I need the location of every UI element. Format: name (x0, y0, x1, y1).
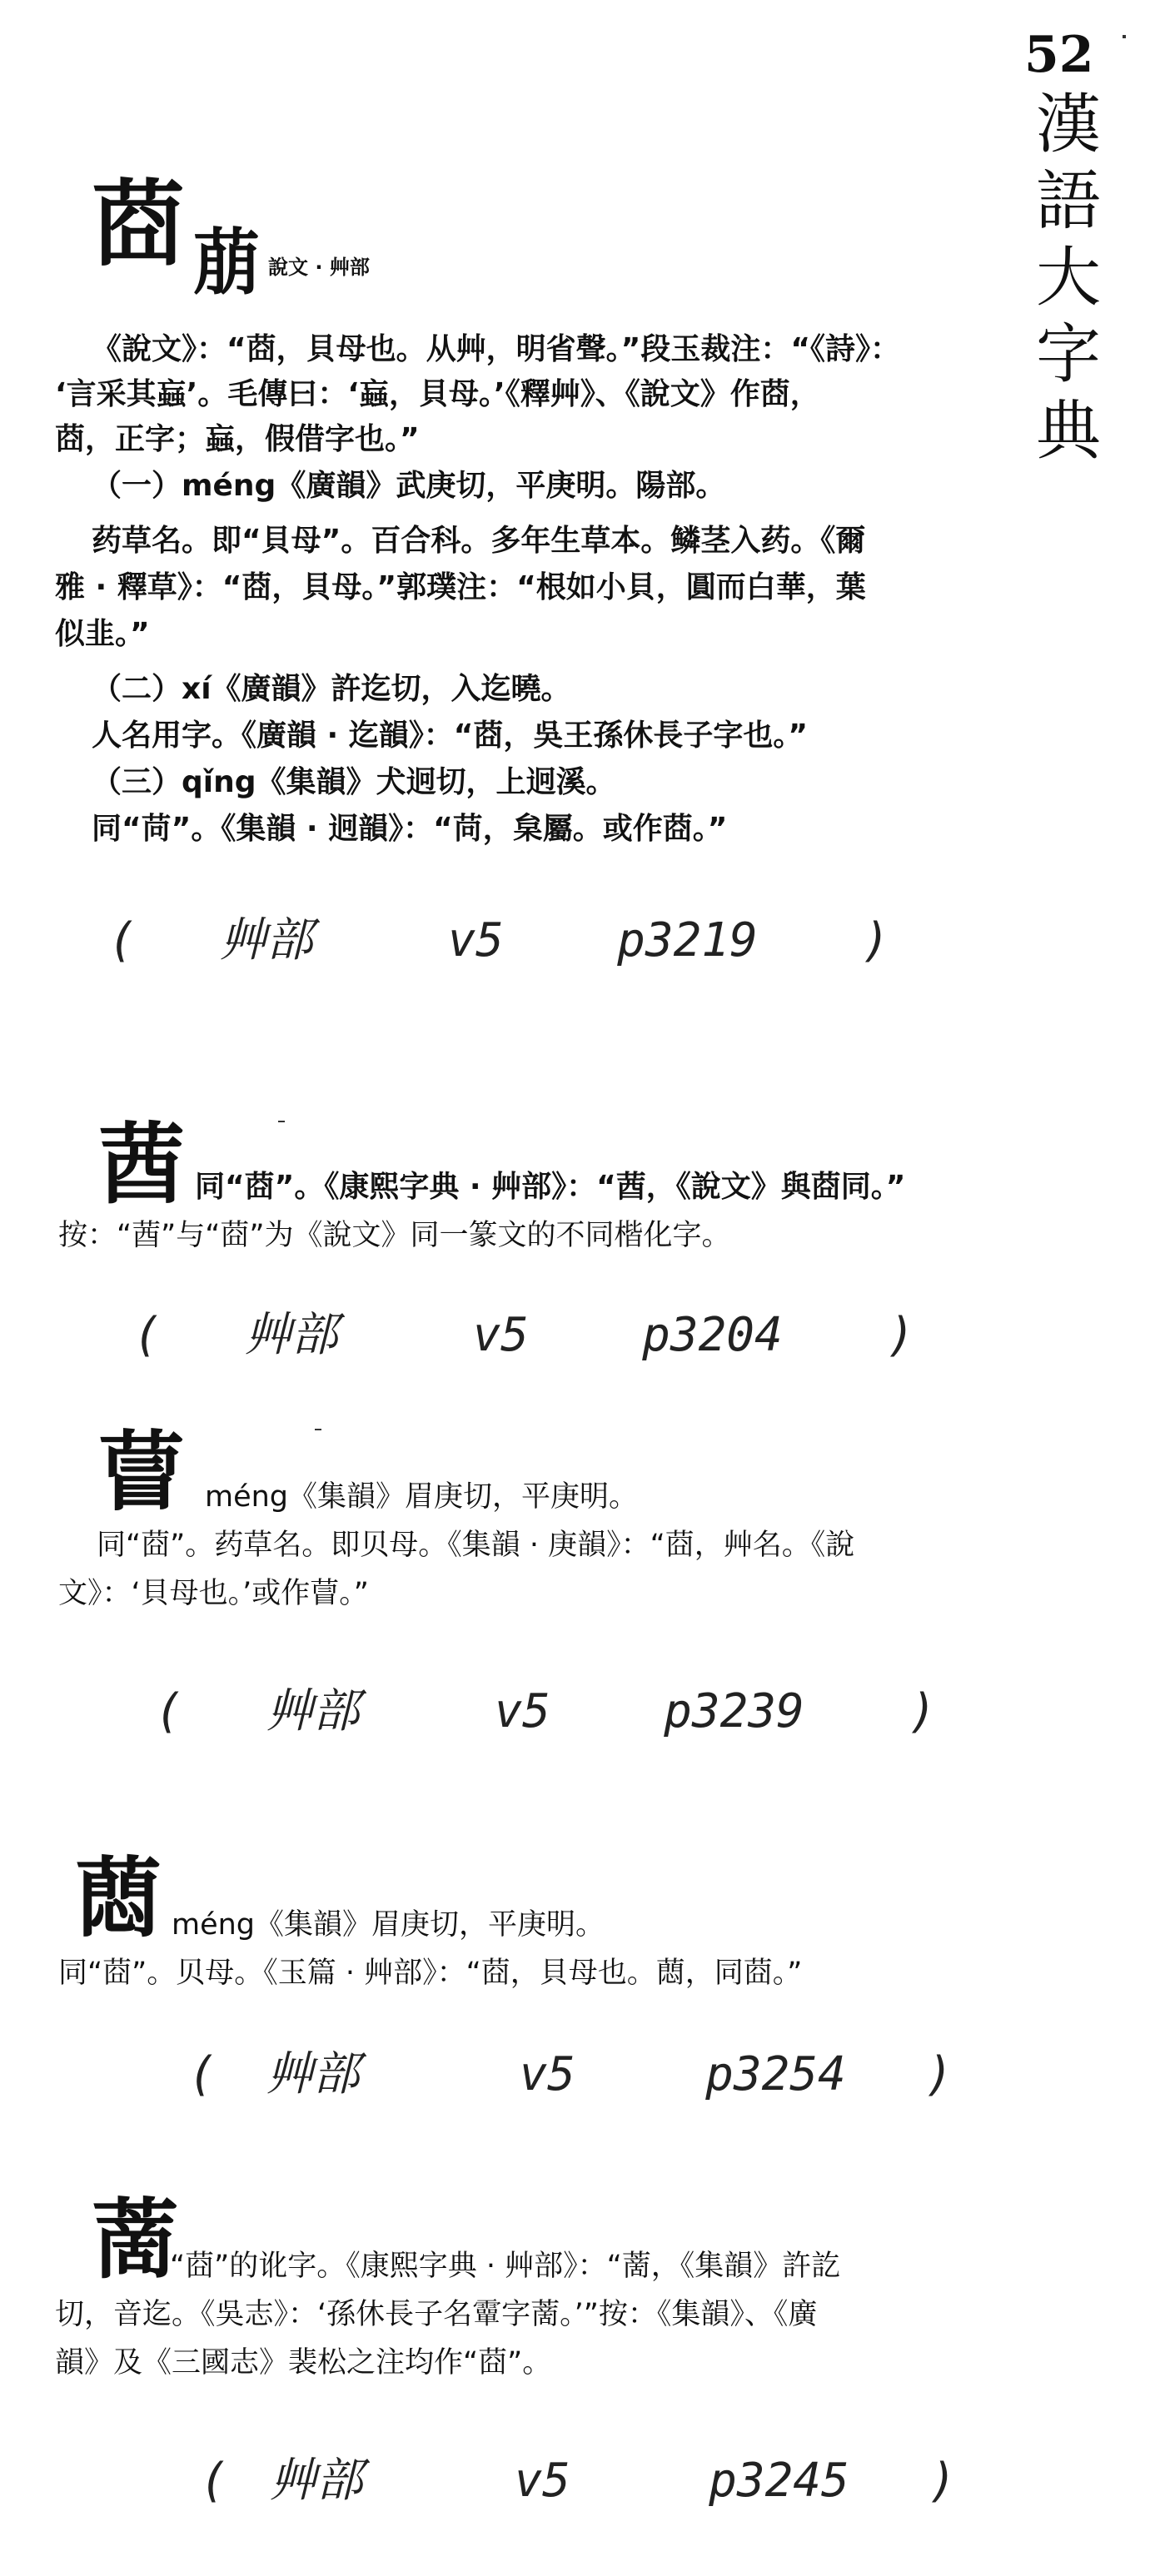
note-volume: v5 (472, 1308, 529, 1362)
entry1-headword: 莔 (92, 171, 185, 279)
entry3-line-3: 文》：‘貝母也。’或作萺。” (58, 1577, 369, 1610)
entry4-line-2: 同“莔”。贝母。《玉篇 · 艸部》：“莔，貝母也。蕄，同莔。” (58, 1957, 803, 1990)
entry2-line-1: 同“莔”。《康熙字典 · 艸部》：“莤，《說文》與莔同。” (195, 1170, 906, 1204)
note-radical: 艸部 (266, 2047, 360, 2101)
note-page: p3219 (617, 913, 758, 967)
note-paren-close: ) (861, 913, 890, 967)
entry5-line-2: 切，音迄。《吳志》：‘孫休長子名𩅦字蔐。’”按：《集韻》、《廣 (55, 2298, 818, 2331)
entry1-line-9: 人名用字。《廣韻 · 迄韻》：“莔，吳王孫休長子字也。” (92, 719, 809, 753)
note-radical: 艸部 (266, 1684, 360, 1738)
entry1-line-5: 药草名。即“貝母”。百合科。多年生草本。鳞茎入药。《爾 (92, 524, 866, 558)
note-paren-open: ( (133, 1308, 162, 1362)
page-number: 52 (1024, 26, 1094, 84)
note-paren-close: ) (886, 1308, 915, 1362)
entry1-seal-script: 萠 (193, 220, 260, 305)
entry5-handwritten-note (200, 2454, 957, 2508)
note-paren-open: ( (108, 913, 137, 967)
note-paren-close: ) (908, 1684, 937, 1738)
entry2-headword: 莤 (98, 1113, 186, 1215)
entry1-line-3: 莔，正字；蝱，假借字也。” (55, 422, 420, 456)
note-page: p3245 (709, 2454, 849, 2508)
entry3-headword: 萺 (98, 1421, 186, 1523)
entry1-line-10: （三）qǐng《集韻》犬迥切，上迥溪。 (92, 765, 616, 799)
entry1-line-2: ‘言采其蝱’。毛傳曰：‘蝱，貝母。’《釋艸》、《說文》作莔， (55, 377, 820, 411)
entry1-line-1: 《說文》：“莔，貝母也。从艸，明省聲。”段玉裁注：“《詩》： (92, 332, 900, 366)
note-page: p3254 (705, 2047, 846, 2101)
note-paren-open: ( (188, 2047, 217, 2101)
entry2-line-2: 按：“莤”与“莔”为《說文》同一篆文的不同楷化字。 (58, 1219, 731, 1252)
note-paren-close: ) (924, 2047, 953, 2101)
note-radical: 艸部 (244, 1308, 338, 1362)
entry4-line-1: méng《集韻》眉庚切，平庚明。 (172, 1908, 605, 1942)
entry3-handwritten-note (155, 1685, 937, 1738)
note-paren-open: ( (200, 2454, 228, 2508)
scan-mark (315, 1429, 321, 1430)
entry5-headword: 蔐 (92, 2189, 179, 2290)
note-paren-close: ) (928, 2454, 957, 2508)
note-radical: 艸部 (269, 2454, 363, 2508)
entry5-line-1: “莔”的讹字。《康熙字典 · 艸部》：“蔐，《集韻》許訖 (170, 2250, 841, 2283)
entry1-line-6: 雅 · 釋草》：“莔，貝母。”郭璞注：“根如小貝，圓而白華，葉 (55, 570, 866, 604)
entry5-line-3: 韻》及《三國志》裴松之注均作“莔”。 (55, 2346, 552, 2380)
entry2-handwritten-note (133, 1309, 915, 1362)
entry1-source: 說文 · 艸部 (268, 256, 370, 279)
note-volume: v5 (447, 913, 504, 967)
entry1-line-11: 同“苘”。《集韻 · 迥韻》：“苘，枲屬。或作莔。” (92, 812, 728, 846)
entry1-handwritten-note (108, 914, 890, 967)
entry1-line-7: 似韭。” (55, 617, 150, 651)
entry1-line-8: （二）xí《廣韻》許迄切，入迄曉。 (92, 672, 571, 706)
entry4-handwritten-note (188, 2048, 953, 2101)
entry3-line-2: 同“莔”。药草名。即贝母。《集韻 · 庚韻》：“莔，艸名。《說 (97, 1529, 855, 1562)
entry3-line-1: méng《集韻》眉庚切，平庚明。 (205, 1480, 639, 1514)
note-volume: v5 (514, 2454, 570, 2508)
note-paren-open: ( (155, 1684, 183, 1738)
note-radical: 艸部 (219, 913, 313, 967)
note-volume: v5 (494, 1684, 550, 1738)
note-volume: v5 (519, 2047, 575, 2101)
entry4-headword: 蕄 (75, 1847, 162, 1949)
corner-mark (1123, 35, 1126, 38)
scan-mark (278, 1121, 285, 1122)
note-page: p3204 (642, 1308, 783, 1362)
note-page: p3239 (664, 1684, 804, 1738)
entry1-line-4: （一）méng《廣韻》武庚切，平庚明。陽部。 (92, 469, 726, 503)
book-title-vertical: 漢語大字典 (1035, 87, 1101, 469)
